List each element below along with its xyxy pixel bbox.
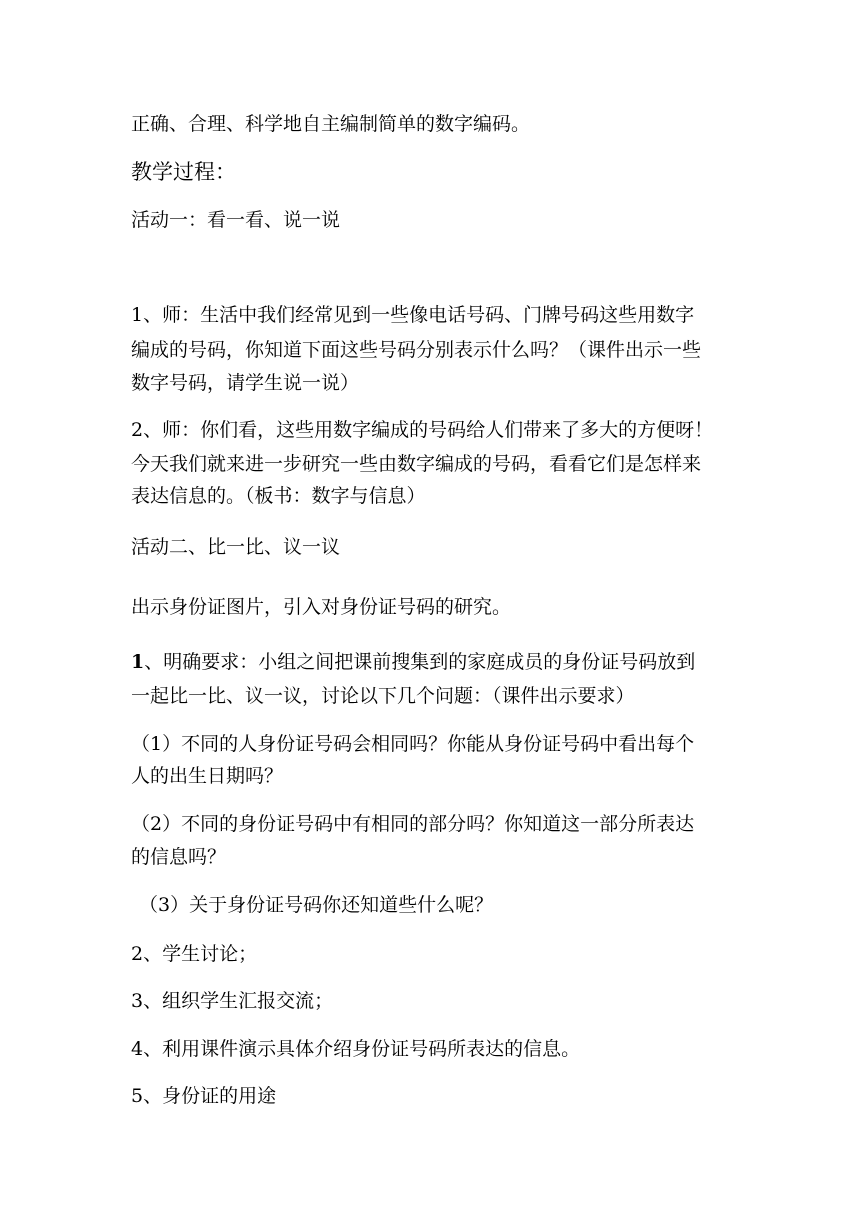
step-line: 5、身份证的用途	[131, 1085, 277, 1107]
activity2-lead: 出示身份证图片，引入对身份证号码的研究。	[131, 596, 512, 618]
requirement-line: 一起比一比、议一议，讨论以下几个问题：（课件出示要求）	[131, 685, 635, 707]
step-line: 4、利用课件演示具体介绍身份证号码所表达的信息。	[131, 1038, 581, 1060]
question-line: （3）关于身份证号码你还知道些什么呢？	[139, 894, 494, 916]
step-line: 3、组织学生汇报交流；	[131, 990, 334, 1012]
step-line: 2、学生讨论；	[131, 943, 258, 965]
paragraph-line: 数字号码，请学生说一说）	[131, 372, 360, 394]
paragraph-line: 今天我们就来进一步研究一些由数字编成的号码，看看它们是怎样来	[131, 453, 702, 475]
paragraph-line: 编成的号码，你知道下面这些号码分别表示什么吗？（课件出示一些	[131, 339, 702, 361]
requirement-text: 、明确要求：小组之间把课前搜集到的家庭成员的身份证号码放到	[144, 651, 696, 673]
requirement-number: 1	[131, 651, 145, 673]
paragraph-line: 1、师：生活中我们经常见到一些像电话号码、门牌号码这些用数字	[131, 304, 695, 326]
paragraph-line: 2、师：你们看，这些用数字编成的号码给人们带来了多大的方便呀！	[131, 419, 714, 441]
paragraph-line: 表达信息的。（板书：数字与信息）	[131, 485, 426, 507]
intro-line: 正确、合理、科学地自主编制简单的数字编码。	[131, 113, 531, 135]
activity2-title: 活动二、比一比、议一议	[131, 536, 341, 558]
process-heading: 教学过程：	[131, 160, 236, 184]
question-line: 人的出生日期吗？	[131, 765, 284, 787]
requirement-line	[131, 650, 695, 674]
question-line: （1）不同的人身份证号码会相同吗？你能从身份证号码中看出每个	[131, 733, 695, 755]
question-line: （2）不同的身份证号码中有相同的部分吗？你知道这一部分所表达	[131, 813, 695, 835]
question-line: 的信息吗？	[131, 846, 227, 868]
activity1-title: 活动一：看一看、说一说	[131, 209, 341, 231]
